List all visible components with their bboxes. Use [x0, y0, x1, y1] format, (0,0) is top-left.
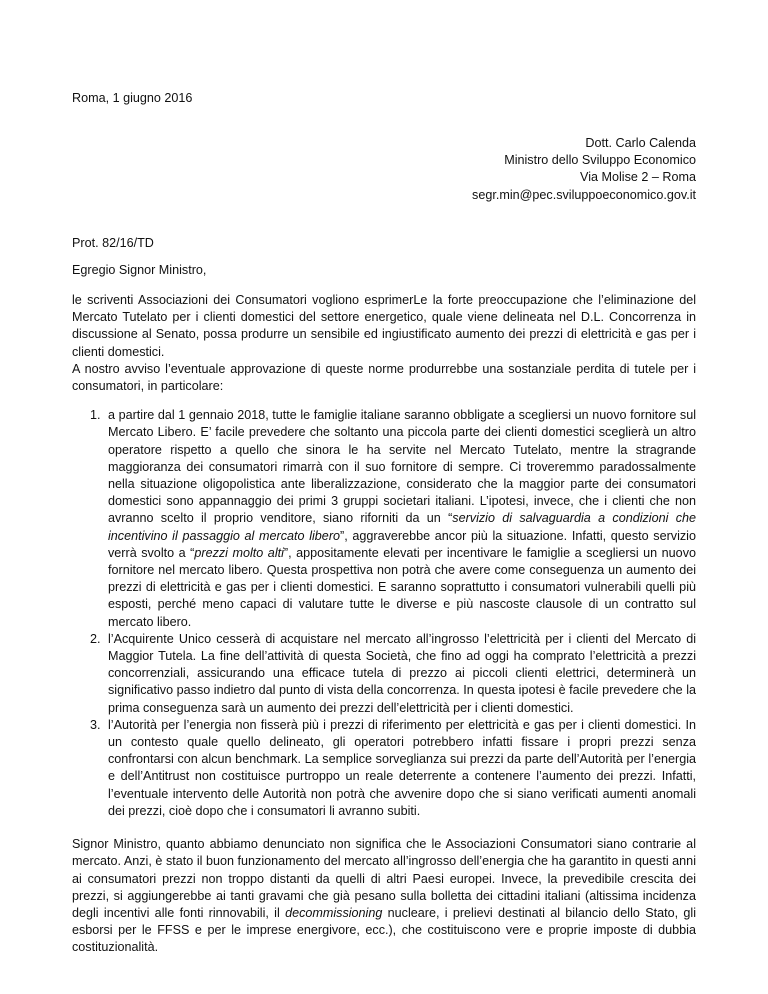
point-1-text-b: ”, aggraverebbe ancor più la situazione. Infatti, questo servizio verrà svolto a “ [108, 528, 696, 560]
point-3-text: l’Autorità per l’energia non fisserà più i prezzi di riferimento per elettricità e gas per i clienti domestici. In un contesto quale quello delineato, gli operatori potrebbero infatti fissare i propri prezzi senza confrontarsi con alcun benchmark. La semplice sorveglianza sui prezzi da parte dell’Autorità per l’energia e dell’Antitrust non costituisce purtroppo un reale deterrente a contenere l’aumento dei prezzi. Infatti, l’eventuale intervento delle Autorità non potrà che avvenire dopo che si siano verificati aumenti anomali dei prezzi, cioè dopo che i consumatori li avranno subiti. [108, 717, 696, 818]
closing-italic: decommissioning [285, 905, 383, 920]
recipient-block [472, 135, 696, 204]
point-1-text-a: a partire dal 1 gennaio 2018, tutte le famiglie italiane saranno obbligate a scegliersi un nuovo fornitore sul Mercato Libero. E’ facile prevedere che soltanto una piccola parte dei clienti domestici sceglierà un altro operatore rispetto a quello che sinora le ha servite nel Mercato Tutelato, mentre la stragrande maggioranza dei consumatori rimarrà con il suo fornitore di sempre. Ci troveremmo paradossalmente nella situazione oligopolistica ante liberalizzazione, considerato che la maggior parte dei consumatori domestici sono appannaggio dei primi 3 gruppi societari italiani. L’ipotesi, invece, che i clienti che non avranno scelto il proprio venditore, siano riforniti da un “ [108, 408, 696, 526]
closing-text-b: nucleare, i prelievi destinati al bilancio dello Stato, gli esborsi per le FFSS e per le imprese energivore, ecc.), che costituiscono vere e proprie imposte di dubbia costituzionalità. [72, 905, 696, 955]
closing-paragraph [72, 836, 696, 956]
concerns-list [72, 407, 696, 820]
list-item [104, 631, 696, 717]
list-item [104, 407, 696, 631]
salutation: Egregio Signor Ministro, [72, 263, 207, 277]
protocol-number: Prot. 82/16/TD [72, 236, 154, 250]
intro-paragraph: le scriventi Associazioni dei Consumatori vogliono esprimerLe la forte preoccupazione che l’eliminazione del Mercato Tutelato per i clienti domestici del settore energetico, quale viene delineata nel D.L. Concorrenza in discussione al Senato, possa produrre un sensibile ed ingiustificato aumento dei prezzi di elettricità e gas per i clienti domestici. [72, 293, 696, 359]
intro-paragraph-2: A nostro avviso l’eventuale approvazione di queste norme produrrebbe una sostanziale perdita di tutele per i consumatori, in particolare: [72, 361, 696, 394]
point-1-text-c: ”, appositamente elevati per incentivare le famiglie a scegliersi un nuovo fornitore nel mercato libero. Questa prospettiva non potrà che avere come conseguenza un aumento dei prezzi di elettricità e gas per i clienti domestici. E saranno soprattutto i consumatori vulnerabili quelli più esposti, perché meno capaci di valutare tutte le diverse e più nascoste clausole di un contratto sul mercato libero. [108, 545, 696, 629]
recipient-email: segr.min@pec.sviluppoeconomico.gov.it [472, 187, 696, 202]
place-date: Roma, 1 giugno 2016 [72, 91, 193, 105]
recipient-address: Via Molise 2 – Roma [580, 170, 696, 185]
recipient-name: Dott. Carlo Calenda [585, 136, 696, 150]
closing-text-a: Signor Ministro, quanto abbiamo denunciato non significa che le Associazioni Consumatori siano contrarie al mercato. Anzi, è stato il buon funzionamento del mercato all’ingrosso dell’energia che ha garantito in questi anni ai consumatori prezzi non troppo distanti da quelli di altri Paesi europei. Invece, la prevedibile crescita dei prezzi, si aggiungerebbe ai tanti gravami che già pesano sulla bolletta dei cittadini italiani (altissima incidenza degli incentivi alle fonti rinnovabili, il [72, 837, 696, 920]
recipient-title: Ministro dello Sviluppo Economico [504, 153, 696, 168]
list-item [104, 717, 696, 820]
point-1-italic-a: servizio di salvaguardia a condizioni che incentivino il passaggio al mercato libero [108, 511, 697, 543]
point-2-text: l’Acquirente Unico cesserà di acquistare nel mercato all’ingrosso l’elettricità per i clienti del Mercato di Maggior Tutela. La fine dell’attività di questa Società, che fino ad oggi ha comprato l’elettricità a prezzi concorrenziali, assicurando una efficace tutela di prezzo ai piccoli clienti elettrici, determinerà un significativo passo indietro dal punto di vista della concorrenza. In questa ipotesi è facile prevedere che la prima conseguenza sarà un aumento dei prezzi dell’elettricità per i clienti domestici. [108, 631, 696, 715]
point-1-italic-b: prezzi molto alti [194, 545, 284, 560]
letter-body [72, 292, 696, 957]
